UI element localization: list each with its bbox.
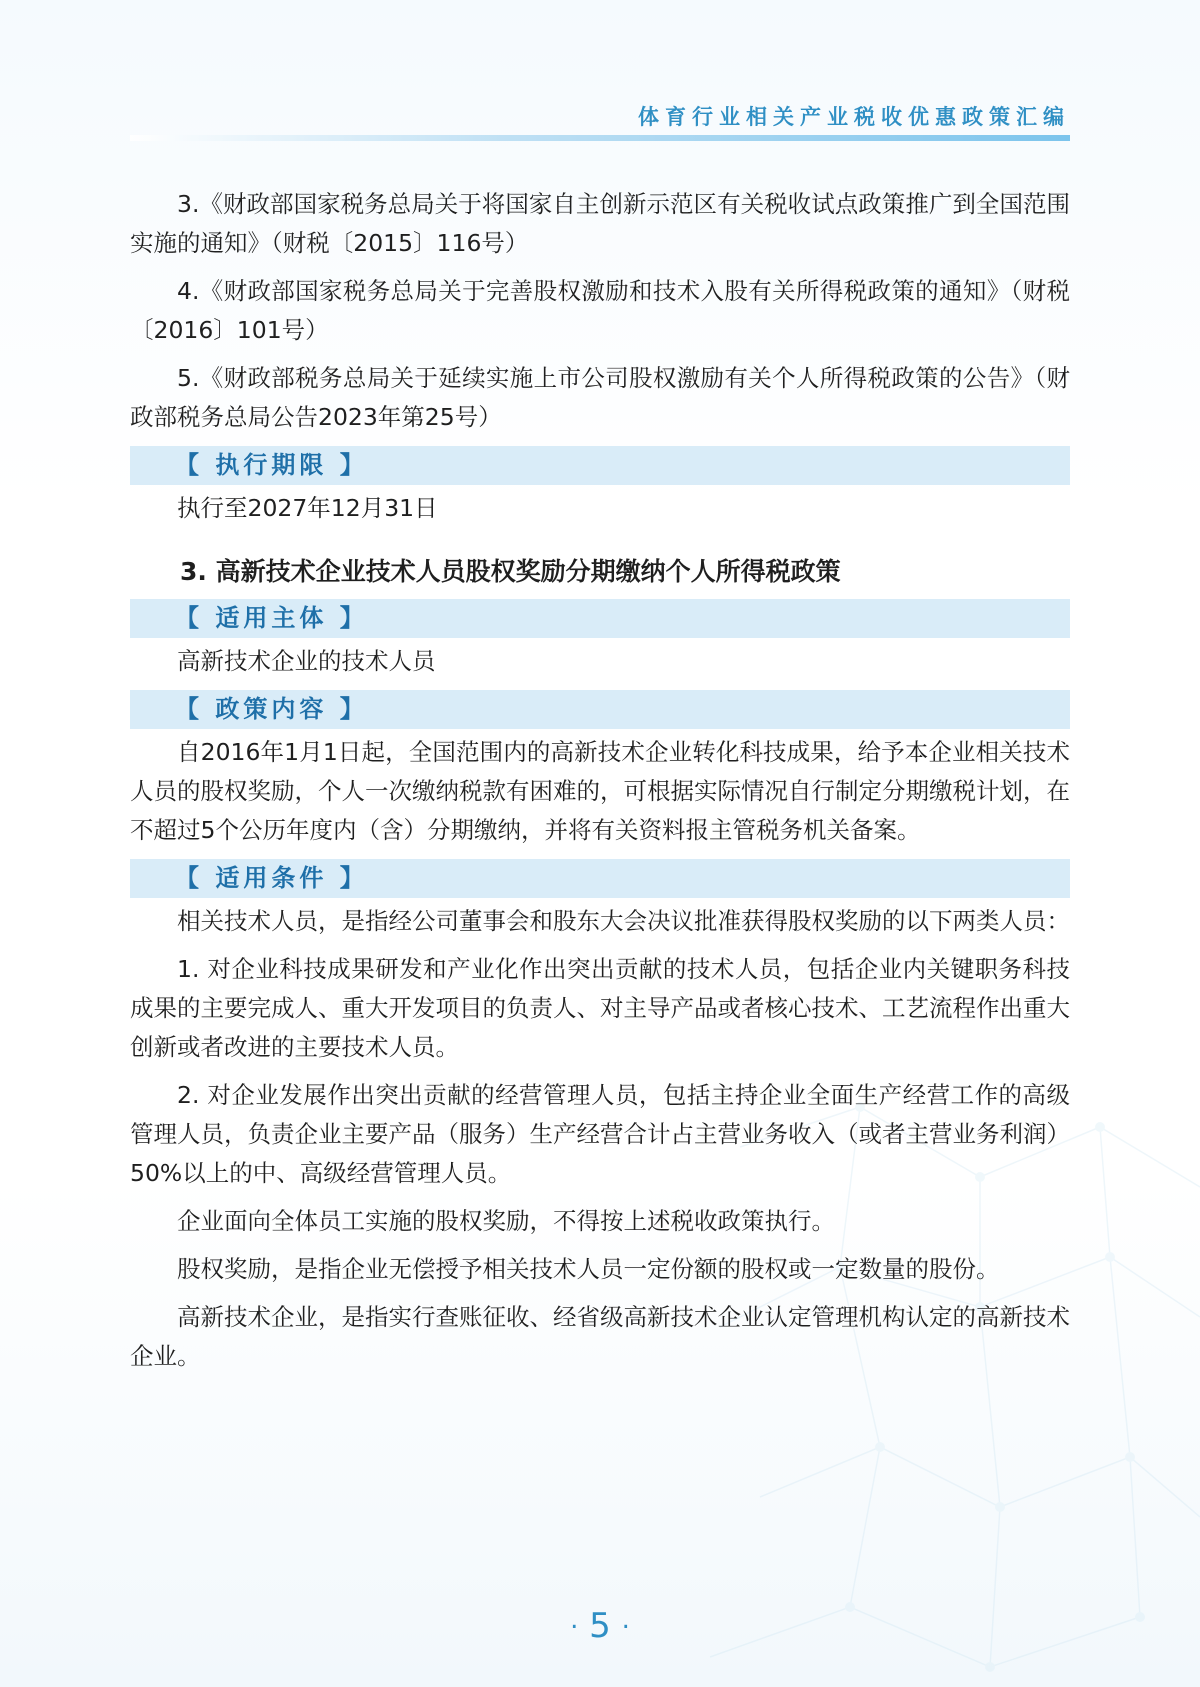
page-number — [0, 1606, 1200, 1646]
page-content — [130, 185, 1070, 1385]
applicable-subject-text: 高新技术企业的技术人员 — [177, 647, 436, 675]
condition-paragraph: 高新技术企业，是指实行查账征收、经省级高新技术企业认定管理机构认定的高新技术企业。 — [130, 1303, 1070, 1370]
page-number-value: 5 — [589, 1606, 611, 1646]
execution-period-heading: 【 执行期限 】 — [130, 446, 1070, 485]
condition-paragraph: 2. 对企业发展作出突出贡献的经营管理人员，包括主持企业全面生产经营工作的高级管理人员，负责企业主要产品（服务）生产经营合计占主营业务收入（或者主营业务利润）50%以上的中、高级经营管理人员。 — [130, 1081, 1070, 1187]
condition-paragraph: 相关技术人员，是指经公司董事会和股东大会决议批准获得股权奖励的以下两类人员： — [177, 907, 1070, 935]
applicable-conditions-heading: 【 适用条件 】 — [130, 859, 1070, 898]
policy-content-heading: 【 政策内容 】 — [130, 690, 1070, 729]
condition-paragraph: 企业面向全体员工实施的股权奖励，不得按上述税收政策执行。 — [177, 1207, 835, 1235]
policy-content-text: 自2016年1月1日起，全国范围内的高新技术企业转化科技成果，给予本企业相关技术人员的股权奖励，个人一次缴纳税款有困难的，可根据实际情况自行制定分期缴税计划，在不超过5个公历年度内（含）分期缴纳，并将有关资料报主管税务机关备案。 — [130, 738, 1070, 844]
page-number-right-dot: · — [621, 1612, 630, 1643]
reference-item-3: 3.《财政部国家税务总局关于将国家自主创新示范区有关税收试点政策推广到全国范围实施的通知》（财税〔2015〕116号） — [130, 190, 1070, 257]
section-title: 3. 高新技术企业技术人员股权奖励分期缴纳个人所得税政策 — [180, 557, 841, 586]
applicable-subject-heading: 【 适用主体 】 — [130, 599, 1070, 638]
condition-paragraph: 股权奖励，是指企业无偿授予相关技术人员一定份额的股权或一定数量的股份。 — [177, 1255, 1000, 1283]
condition-paragraph: 1. 对企业科技成果研发和产业化作出突出贡献的技术人员，包括企业内关键职务科技成果的主要完成人、重大开发项目的负责人、对主导产品或者核心技术、工艺流程作出重大创新或者改进的主要技术人员。 — [130, 955, 1070, 1061]
execution-period-text: 执行至2027年12月31日 — [177, 494, 438, 522]
reference-item-4: 4.《财政部国家税务总局关于完善股权激励和技术入股有关所得税政策的通知》（财税〔2016〕101号） — [130, 277, 1070, 344]
page-number-left-dot: · — [570, 1612, 579, 1643]
reference-item-5: 5.《财政部税务总局关于延续实施上市公司股权激励有关个人所得税政策的公告》（财政部税务总局公告2023年第25号） — [130, 364, 1070, 431]
header-title: 体育行业相关产业税收优惠政策汇编 — [638, 104, 1070, 129]
header-divider — [130, 135, 1070, 141]
